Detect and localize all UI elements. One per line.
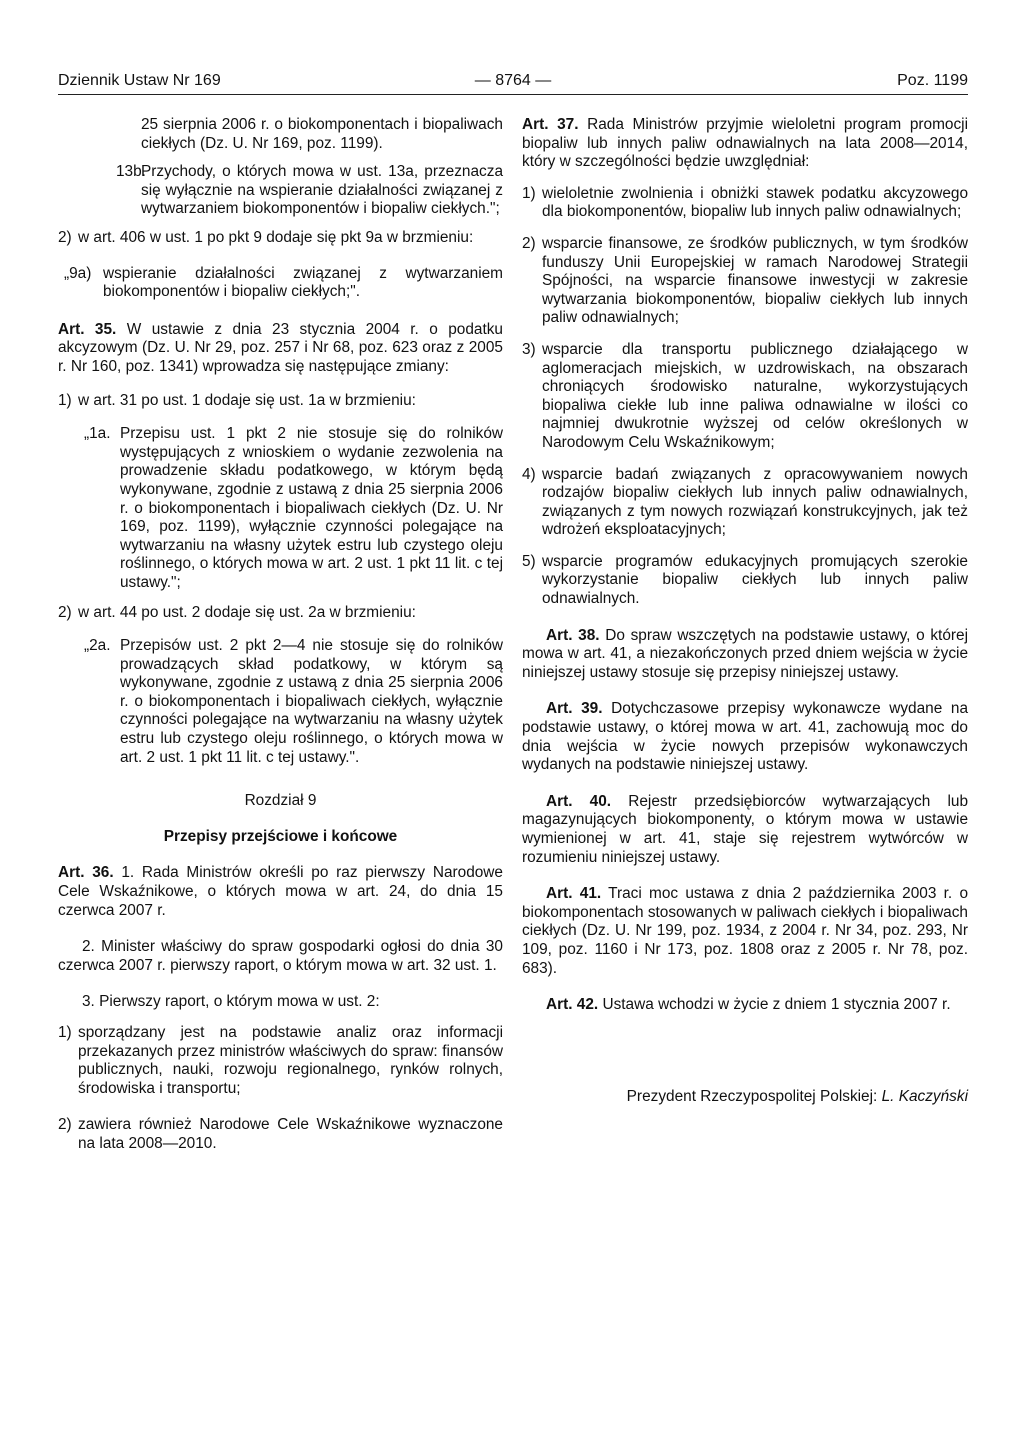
left-column (58, 116, 503, 1154)
point-9a-text: wspieranie działalności związanej z wytwarzaniem biokomponentów i biopaliw ciekłych;". (103, 264, 503, 301)
article-40-label: Art. 40. (546, 792, 612, 810)
paragraph-2a-label: „2a. (84, 637, 111, 655)
article-41-label: Art. 41. (546, 885, 602, 903)
report-item-2 (58, 1116, 503, 1153)
article-39-label: Art. 39. (546, 700, 603, 718)
article-41 (522, 885, 968, 978)
quote-continuation-text: 25 sierpnia 2006 r. o biokomponentach i biopaliwach ciekłych (Dz. U. Nr 169, poz. 1199). (141, 116, 503, 152)
chapter-number: Rozdział 9 (244, 792, 317, 810)
program-item-5 (522, 553, 968, 609)
article-37-label: Art. 37. (522, 116, 579, 133)
article-39-text: Dotychczasowe przepisy wykonawcze wydane na podstawie ustawy, o której mowa w art. 41, zachowują moc do dnia wejścia w życie nowych przepisów wykonawczych wydanych na podstawie niniejszej ustawy. (522, 700, 968, 774)
report-item-1 (58, 1024, 503, 1098)
article-39 (522, 700, 968, 774)
article-36-label: Art. 36. (58, 864, 114, 882)
point-9a-label: „9a) (64, 264, 92, 282)
paragraph-1a-label: „1a. (84, 425, 111, 443)
amendment-item-2 (58, 229, 503, 248)
article-35-item-2-text: w art. 44 po ust. 2 dodaje się ust. 2a w brzmieniu: (78, 604, 416, 622)
article-42 (522, 996, 968, 1015)
article-35-item-2-label: 2) (58, 604, 72, 622)
chapter-heading (58, 792, 503, 811)
program-item-1-label: 1) (522, 184, 536, 202)
amendment-item-2-label: 2) (58, 228, 72, 246)
position-number: Poz. 1199 (897, 72, 968, 89)
article-42-text: Ustawa wchodzi w życie z dniem 1 stycznia 2007 r. (602, 996, 951, 1014)
article-35-item-1-text: w art. 31 po ust. 1 dodaje się ust. 1a w brzmieniu: (78, 391, 416, 409)
program-item-3-text: wsparcie dla transportu publicznego działającego w aglomeracjach miejskich, w uzdrowiskach, na obszarach chroniących środowisko naturalne, wykorzystujących biopaliwa ciekłe lub inne paliwa odnawialne w ilości co najmniej dwukrotnie wyższej od celów określonych w Narodowym Celu Wskaźnikowym; (542, 340, 968, 451)
program-item-4-text: wsparcie badań związanych z opracowywaniem nowych rodzajów biopaliw ciekłych lub innych paliw odnawialnych, związanych z tym nowych rozwiązań konstrukcyjnych, jak też wdrożeń eksploatacyjnych; (542, 465, 968, 539)
program-item-3-label: 3) (522, 340, 536, 358)
paragraph-13b-text: Przychody, o których mowa w ust. 13a, przeznacza się wyłącznie na wspieranie działalności związanej z wytwarzaniem biokomponentów i biopaliw ciekłych."; (141, 163, 503, 218)
article-35 (58, 321, 503, 377)
article-35-label: Art. 35. (58, 320, 117, 338)
article-36-section-3-text: 3. Pierwszy raport, o którym mowa w ust. 2: (82, 993, 380, 1011)
signature (522, 1088, 968, 1107)
amendment-item-2-text: w art. 406 w ust. 1 po pkt 9 dodaje się pkt 9a w brzmieniu: (78, 228, 474, 246)
program-item-1 (522, 185, 968, 222)
report-item-1-text: sporządzany jest na podstawie analiz oraz informacji przekazanych przez ministrów właściwych do spraw: finansów publicznych, nauki, rozwoju regionalnego, rynków rolnych, środowiska i transportu; (78, 1023, 503, 1097)
article-41-text: Traci moc ustawa z dnia 2 października 2003 r. o biokomponentach stosowanych w paliwach ciekłych i biopaliwach ciekłych (Dz. U. Nr 199, poz. 1934, z 2004 r. Nr 34, poz. 293, Nr 109, poz. 1160 i Nr 173, poz. 1808 oraz z 2005 r. Nr 78, poz. 683). (522, 885, 968, 977)
paragraph-13b-label: 13b. (116, 163, 146, 181)
page-header (58, 70, 968, 95)
article-35-item-2 (58, 604, 503, 623)
program-item-1-text: wieloletnie zwolnienia i obniżki stawek podatku akcyzowego dla biokomponentów, biopaliw lub innych paliw odnawialnych; (542, 184, 968, 221)
program-item-4 (522, 466, 968, 540)
report-item-2-label: 2) (58, 1116, 72, 1134)
paragraph-1a-text: Przepisu ust. 1 pkt 2 nie stosuje się do rolników występujących z wnioskiem o wydanie zezwolenia na prowadzenie składu podatkowego, w którym będą wykonywane, zgodnie z ustawą z dnia 25 sierpnia 2006 r. o biokomponentach i biopaliwach ciekłych (Dz. U. Nr 169, poz. 1199), wyłącznie czynności polegające na wytwarzaniu na własny użytek estru lub czystego oleju roślinnego, o których mowa w art. 2 ust. 1 pkt 11 lit. c tej ustawy."; (120, 425, 503, 591)
signature-name: L. Kaczyński (881, 1087, 968, 1105)
article-36-section-3 (58, 993, 503, 1012)
signature-title: Prezydent Rzeczypospolitej Polskiej: (626, 1087, 878, 1105)
paragraph-1a (84, 425, 503, 592)
right-column (522, 116, 968, 1106)
article-42-label: Art. 42. (546, 996, 599, 1014)
program-item-5-label: 5) (522, 552, 536, 570)
article-38 (522, 627, 968, 683)
paragraph-2a-text: Przepisów ust. 2 pkt 2—4 nie stosuje się do rolników prowadzących skład podatkowy, w którym są wykonywane, zgodnie z ustawą z dnia 25 sierpnia 2006 r. o biokomponentach i biopaliwach ciekłych, wyłącznie czynności polegające na wytwarzaniu na własny użytek estru lub czystego oleju roślinnego, o których mowa w art. 2 ust. 1 pkt 11 lit. c tej ustawy.". (120, 637, 503, 766)
article-38-text: Do spraw wszczętych na podstawie ustawy, o której mowa w art. 41, a niezakończonych przed dniem wejścia w życie niniejszej ustawy stosuje się przepisy niniejszej ustawy. (522, 626, 968, 681)
article-36-section-2-text: 2. Minister właściwy do spraw gospodarki ogłosi do dnia 30 czerwca 2007 r. pierwszy raport, o którym mowa w art. 32 ust. 1. (58, 938, 503, 974)
paragraph-13b (116, 163, 503, 219)
program-item-2-label: 2) (522, 234, 536, 252)
report-item-1-label: 1) (58, 1023, 72, 1041)
point-9a (64, 265, 503, 302)
article-36 (58, 864, 503, 920)
chapter-title-text: Przepisy przejściowe i końcowe (163, 827, 398, 845)
article-37-text: Rada Ministrów przyjmie wieloletni program promocji biopaliw lub innych paliw odnawialnych na lata 2008—2014, który w szczególności będzie uwzględniał: (522, 116, 968, 171)
program-item-3 (522, 341, 968, 453)
article-36-text: 1. Rada Ministrów określi po raz pierwszy Narodowe Cele Wskaźnikowe, o których mowa w art. 24, do dnia 15 czerwca 2007 r. (58, 864, 503, 919)
page-number: — 8764 — (474, 72, 552, 89)
quote-continuation (141, 116, 503, 153)
article-38-label: Art. 38. (546, 626, 600, 644)
program-item-5-text: wsparcie programów edukacyjnych promujących szerokie wykorzystanie biopaliw ciekłych lub innych paliw odnawialnych. (542, 552, 968, 608)
program-item-2 (522, 235, 968, 328)
program-item-2-text: wsparcie finansowe, ze środków publicznych, w tym środków funduszy Unii Europejskiej w ramach Narodowej Strategii Spójności, na wsparcie finansowe inwestycji w zakresie wytwarzania biokomponentów, biopaliw ciekłych lub innych paliw odnawialnych; (542, 234, 968, 327)
article-40-text: Rejestr przedsiębiorców wytwarzających lub magazynujących biokomponenty, o którym mowa w ustawie wymienionej w art. 41, staje się rejestrem wytwórców w rozumieniu niniejszej ustawy. (522, 792, 968, 866)
article-35-item-1 (58, 392, 503, 411)
article-36-section-2 (58, 938, 503, 975)
chapter-title (58, 828, 503, 847)
journal-title: Dziennik Ustaw Nr 169 (58, 72, 221, 89)
article-35-item-1-label: 1) (58, 391, 72, 409)
paragraph-2a (84, 637, 503, 767)
program-item-4-label: 4) (522, 465, 536, 483)
article-40 (522, 793, 968, 867)
article-37 (522, 116, 968, 172)
article-35-text: W ustawie z dnia 23 stycznia 2004 r. o podatku akcyzowym (Dz. U. Nr 29, poz. 257 i Nr 68, poz. 623 oraz z 2005 r. Nr 160, poz. 1341) wprowadza się następujące zmiany: (58, 320, 503, 375)
report-item-2-text: zawiera również Narodowe Cele Wskaźnikowe wyznaczone na lata 2008—2010. (78, 1116, 503, 1152)
